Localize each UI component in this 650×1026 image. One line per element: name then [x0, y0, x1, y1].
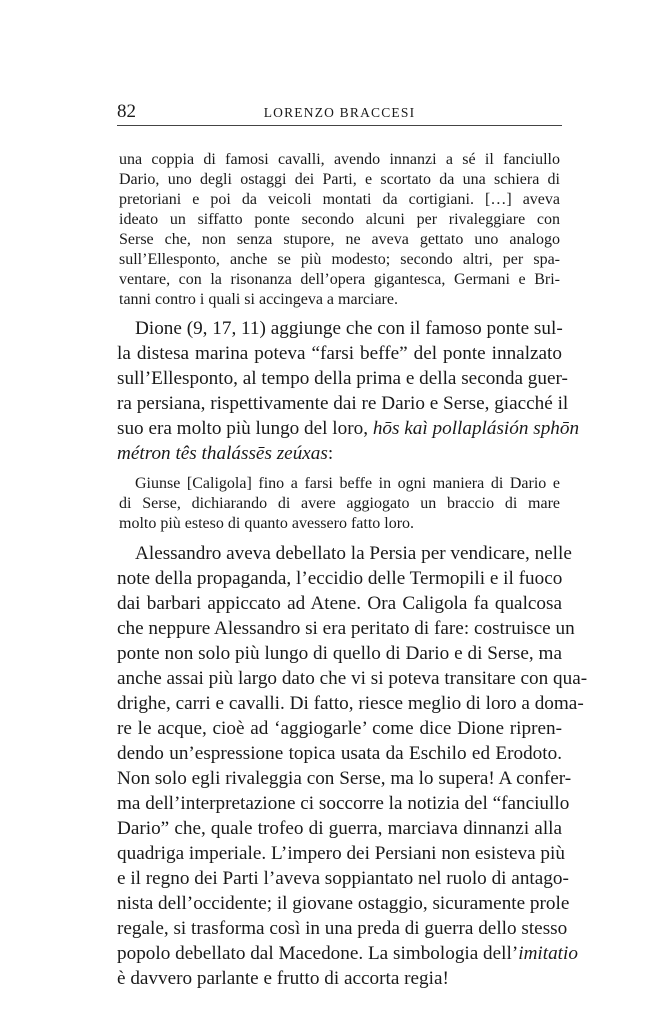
latin-term: imitatio: [518, 943, 578, 964]
quote-line: Serse che, non senza stupore, ne aveva gettato uno analogo: [119, 231, 560, 248]
body-line: Dario” che, quale trofeo di guerra, marciava dinnanzi alla: [117, 818, 562, 839]
body-line: dai barbari appiccato ad Atene. Ora Caligola fa qualcosa: [117, 593, 562, 614]
body-line: Alessandro aveva debellato la Persia per vendicare, nelle: [135, 543, 572, 564]
page-number: 82: [117, 101, 136, 122]
quote-line: molto più esteso di quanto avessero fatto loro.: [119, 515, 415, 532]
body-line: quadriga imperiale. L’impero dei Persiani non esisteva più: [117, 843, 565, 864]
quote-line: pretoriani e poi da veicoli montati da cortigiani. […] aveva: [119, 191, 560, 208]
body-line: note della propaganda, l’eccidio delle Termopili e il fuoco: [117, 568, 563, 589]
body-line: Dione (9, 17, 11) aggiunge che con il famoso ponte sul-: [135, 318, 563, 339]
running-head: [117, 101, 562, 126]
quote-line: una coppia di famosi cavalli, avendo innanzi a sé il fanciullo: [119, 151, 560, 168]
body-line: anche assai più largo dato che vi si poteva transitare con qua-: [117, 668, 588, 689]
body-line: ponte non solo più lungo di quello di Dario e di Serse, ma: [117, 643, 562, 664]
body-line: è davvero parlante e frutto di accorta regia!: [117, 968, 449, 989]
quote-line: tanni contro i quali si accingeva a marciare.: [119, 291, 398, 308]
greek-transliteration: hōs kaì pollaplásión sphōn: [372, 418, 580, 439]
body-line: re le acque, cioè ad ‘aggiogarle’ come dice Dione ripren-: [117, 718, 562, 739]
quote-line: ideato un siffatto ponte secondo alcuni per rivaleggiare con: [119, 211, 560, 228]
quote-line: di Serse, dichiarando di avere aggiogato un braccio di mare: [119, 495, 560, 512]
running-title: LORENZO BRACCESI: [263, 105, 416, 120]
quote-line: ventare, con la risonanza dell’opera gigantesca, Germani e Bri-: [119, 271, 560, 288]
body-line: [117, 417, 580, 441]
body-line: dendo un’espressione topica usata da Eschilo ed Erodoto.: [117, 743, 562, 764]
quote-line: sull’Ellesponto, anche se più modesto; secondo altri, per spa-: [119, 251, 560, 268]
body-line: che neppure Alessandro si era peritato di fare: costruisce un: [117, 618, 575, 639]
body-line: Non solo egli rivaleggia con Serse, ma lo supera! A confer-: [117, 768, 572, 789]
body-line: ra persiana, rispettivamente dai re Dario e Serse, giacché il: [117, 393, 569, 414]
body-text: suo era molto più lungo del loro,: [117, 418, 369, 439]
body-line: sull’Ellesponto, al tempo della prima e della seconda guer-: [117, 368, 568, 389]
body-line: la distesa marina poteva “farsi beffe” del ponte innalzato: [117, 343, 562, 364]
greek-transliteration: métron tês thalássēs zeúxas: [117, 443, 328, 464]
body-line: [117, 942, 578, 966]
body-line: e il regno dei Parti l’aveva soppiantato nel ruolo di antago-: [117, 868, 569, 889]
quote-line: Dario, uno degli ostaggi dei Parti, e scortato da una schiera di: [119, 171, 560, 188]
body-line: regale, si trasforma così in una preda di guerra dello stesso: [117, 918, 568, 939]
body-line: drighe, carri e cavalli. Di fatto, riesce meglio di loro a doma-: [117, 693, 584, 714]
body-text: :: [327, 443, 334, 464]
body-line: [117, 442, 562, 466]
body-text: popolo debellato dal Macedone. La simbologia dell’: [117, 943, 519, 964]
body-line: ma dell’interpretazione ci soccorre la notizia del “fanciullo: [117, 793, 570, 814]
body-line: nista dell’occidente; il giovane ostaggio, sicuramente prole: [117, 893, 570, 914]
quote-line: Giunse [Caligola] fino a farsi beffe in ogni maniera di Dario e: [135, 475, 560, 492]
